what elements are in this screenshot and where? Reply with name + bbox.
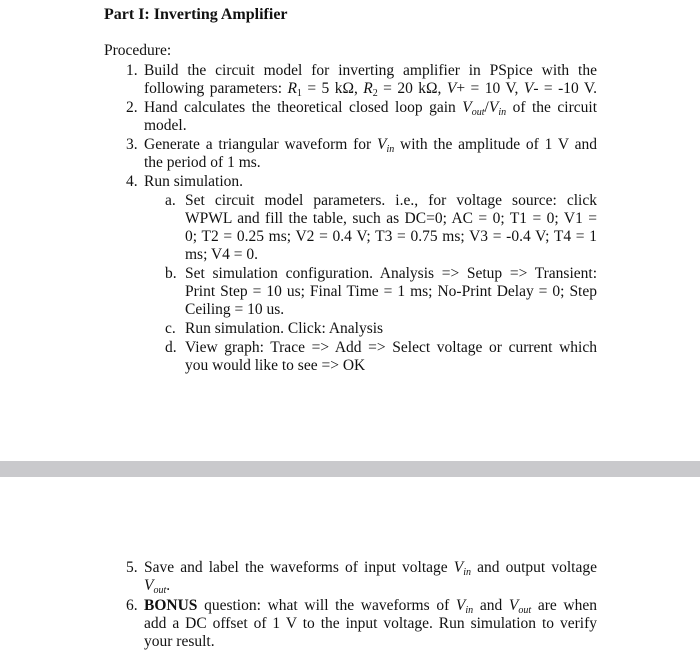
item-text: Build the circuit model for inverting amplifier in PSpice with the — [144, 62, 597, 79]
item-text: model. — [144, 117, 187, 134]
item-number: 4. — [126, 173, 138, 190]
subitem-letter: a. — [165, 192, 176, 209]
subitem-text: Ceiling = 10 us. — [185, 301, 285, 318]
item-text: Hand calculates the theoretical closed loop gain $V_{out}/V_{in}$ of the circuit — [144, 99, 597, 118]
item-number: 1. — [126, 62, 138, 79]
item-number: 6. — [126, 597, 138, 614]
procedure-label: Procedure: — [104, 42, 172, 59]
item-text: $V_{out}$. — [144, 577, 171, 596]
item-text: BONUS question: what will the waveforms of $V_{in}$ and $V_{out}$ are when — [144, 597, 597, 616]
subitem-letter: c. — [165, 320, 176, 337]
item-text: following parameters: $R_1 = 5$ kΩ, $R_2 = 20$ kΩ, V+ = 10 V, V- = -10 V. — [144, 80, 597, 99]
subitem-text: Print Step = 10 us; Final Time = 1 ms; No-Print Delay = 0; Step — [185, 283, 597, 300]
subitem-text: WPWL and fill the table, such as DC=0; AC = 0; T1 = 0; V1 = — [185, 210, 597, 227]
item-text: the period of 1 ms. — [144, 154, 261, 171]
item-text: Generate a triangular waveform for $V_{in}$ with the amplitude of 1 V and — [144, 136, 598, 155]
subitem-letter: b. — [165, 265, 177, 282]
subitem-text: View graph: Trace => Add => Select voltage or current which — [185, 339, 597, 356]
item-number: 5. — [126, 559, 138, 576]
subitem-text: ms; V4 = 0. — [185, 246, 259, 263]
item-text: your result. — [144, 633, 215, 650]
subitem-text: you would like to see => OK — [185, 357, 366, 374]
section-title: Part I: Inverting Amplifier — [104, 6, 288, 23]
item-text: Run simulation. — [144, 173, 244, 190]
subitem-letter: d. — [165, 339, 177, 356]
subitem-text: Set simulation configuration. Analysis => Setup => Transient: — [185, 265, 597, 282]
subitem-text: 0; T2 = 0.25 ms; V2 = 0.4 V; T3 = 0.75 ms; V3 = -0.4 V; T4 = 1 — [185, 228, 597, 245]
page-divider — [0, 461, 700, 477]
item-text: add a DC offset of 1 V to the input voltage. Run simulation to verify — [144, 615, 597, 632]
item-number: 3. — [126, 136, 138, 153]
item-text: Save and label the waveforms of input voltage $V_{in}$ and output voltage — [144, 559, 597, 578]
item-number: 2. — [126, 99, 138, 116]
subitem-text: Run simulation. Click: Analysis — [185, 320, 384, 337]
subitem-text: Set circuit model parameters. i.e., for voltage source: click — [185, 192, 597, 209]
